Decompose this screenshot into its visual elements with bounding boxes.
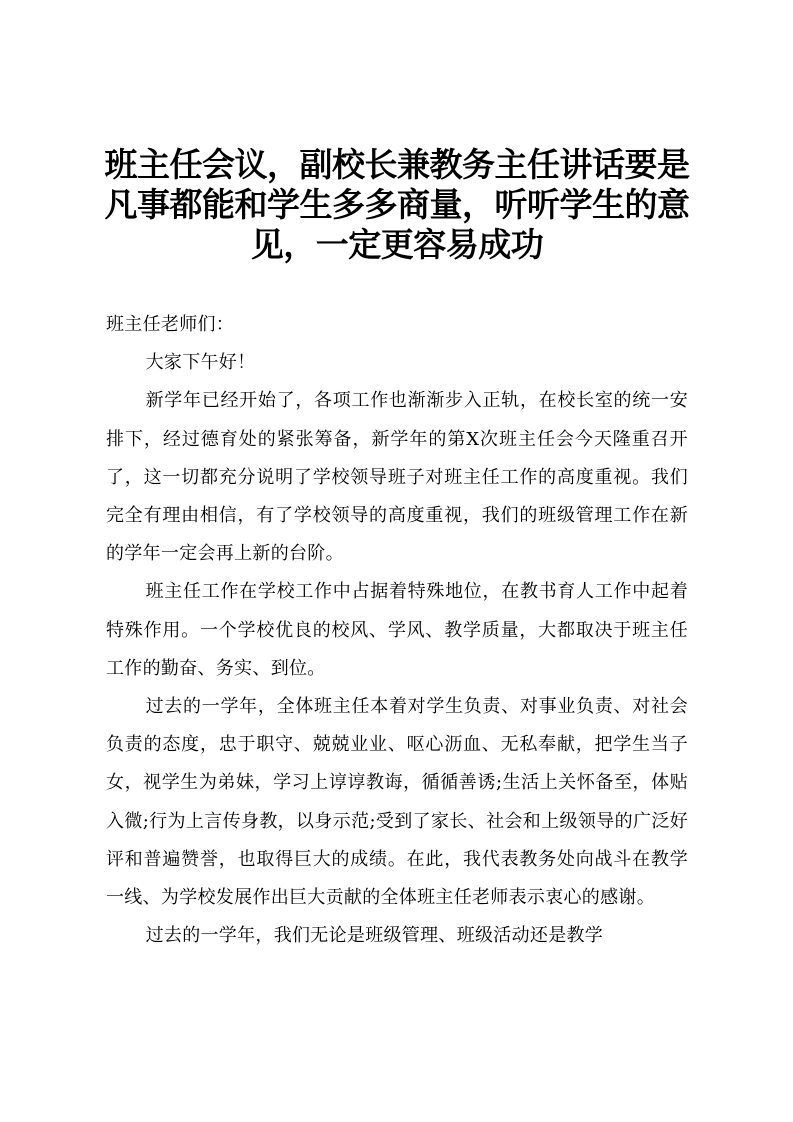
- paragraph: 大家下午好！: [145, 352, 256, 374]
- salutation: 班主任老师们：: [106, 314, 235, 335]
- paragraph: 过去的一学年，我们无论是班级管理、班级活动还是教学: [145, 925, 604, 947]
- document-title: 班主任会议，副校长兼教务主任讲话要是凡事都能和学生多多商量，听听学生的意见，一定更容易成功: [104, 145, 690, 264]
- paragraph: 过去的一学年，全体班主任本着对学生负责、对事业负责、对社会负责的态度，忠于职守、兢兢业业、呕心沥血、无私奉献，把学生当子女，视学生为弟妹，学习上谆谆教诲，循循善诱;生活上关怀备至，体贴入微;行为上言传身教，以身示范;受到了家长、社会和上级领导的广泛好评和普遍赞誉，也取得巨大的成绩。在此，我代表教务处向战斗在教学一线、为学校发展作出巨大贡献的全体班主任老师表示衷心的感谢。: [106, 696, 688, 909]
- paragraph: 新学年已经开始了，各项工作也渐渐步入正轨，在校长室的统一安排下，经过德育处的紧张筹备，新学年的第X次班主任会今天隆重召开了，这一切都充分说明了学校领导班子对班主任工作的高度重视。我们完全有理由相信，有了学校领导的高度重视，我们的班级管理工作在新的学年一定会再上新的台阶。: [106, 390, 688, 565]
- paragraph: 班主任工作在学校工作中占据着特殊地位，在教书育人工作中起着特殊作用。一个学校优良的校风、学风、教学质量，大都取决于班主任工作的勤奋、务实、到位。: [106, 581, 688, 679]
- document-body: [106, 306, 688, 955]
